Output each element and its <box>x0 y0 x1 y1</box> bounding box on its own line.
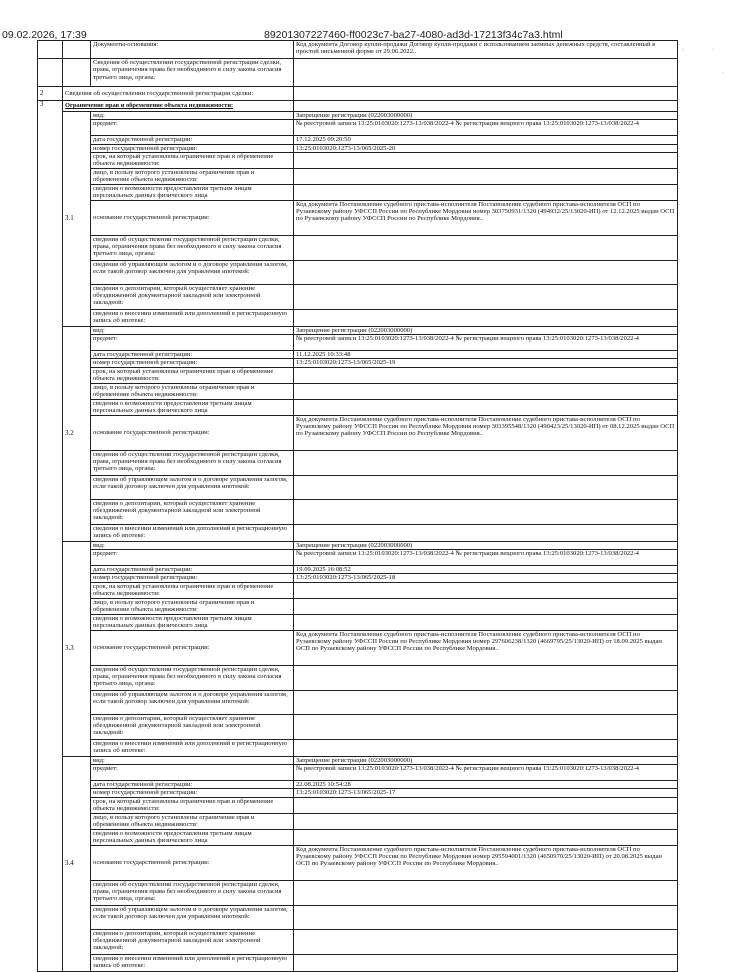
field-value: Код документа Постановление судебного пристава-исполнителя Постановление судебного пристава-исполнителя ОСП по Рузаевскому району УФССП России по Республике Мордовия номер 297606238/1320 (4669795/25/13020-ИП) от 18.09.2025 выдан ОСП по Рузаевскому району УФССП России по Республике Мордовия.. <box>294 630 678 665</box>
print-page-title: 89201307227460-ff0023c7-ba27-4080-ad3d-17213f34c7a3.html <box>264 29 563 41</box>
field-label: дата государственной регистрации: <box>91 351 294 359</box>
field-label: дата государственной регистрации: <box>91 136 294 144</box>
field-value <box>294 954 678 971</box>
encumbrance-row <box>38 690 678 714</box>
field-label: дата государственной регистрации: <box>91 566 294 574</box>
field-value <box>294 383 678 399</box>
field-value: 11.12.2025 10:33:48 <box>294 351 678 359</box>
field-value: № реестровой записи 13:25:0103020:1273-13/038/2022-4 № регистрации вещного права 13:25:0103020:1273-13/038/2022-4 <box>294 550 678 566</box>
field-value <box>294 829 678 845</box>
field-value: Запрещение регистрации (022003000000) <box>294 541 678 549</box>
section-value <box>294 101 678 112</box>
field-label: вид: <box>91 541 294 549</box>
encumbrance-row <box>38 335 678 351</box>
field-label: лицо, в пользу которого установлены ограничение прав и обременение объекта недвижимости: <box>91 813 294 829</box>
subnumber-cell <box>63 41 91 59</box>
field-label: сведения о депозитарии, который осуществляет хранение обездвиженной документарной закладной или электронной закладной: <box>91 714 294 739</box>
section-number: 2 <box>38 87 63 101</box>
field-value: 13:25:0103020:1273-13/065/2025-19 <box>294 359 678 367</box>
field-value: Запрещение регистрации (022003000000) <box>294 326 678 334</box>
field-label: срок, на который установлены ограничение прав и обременение объекта недвижимости: <box>91 152 294 168</box>
field-value <box>294 184 678 200</box>
field-label: сведения о внесении изменений или дополнений в регистрационную запись об ипотеке: <box>91 309 294 326</box>
field-label: дата государственной регистрации: <box>91 780 294 788</box>
field-label: сведения о возможности предоставления третьим лицам персональных данных физического лица <box>91 399 294 415</box>
field-label: сведения о внесении изменений или дополнений в регистрационную запись об ипотеке: <box>91 954 294 971</box>
field-value <box>294 614 678 630</box>
encumbrance-row <box>38 813 678 829</box>
encumbrance-row <box>38 152 678 168</box>
field-label: Сведения об осуществлении государственной регистрации сделки, права, ограничения права без необходимого в силу закона согласия третьего лица, органа: <box>91 59 294 87</box>
encumbrance-row <box>38 598 678 614</box>
encumbrance-row <box>38 789 678 797</box>
field-value <box>294 598 678 614</box>
encumbrance-row <box>38 383 678 399</box>
encumbrance-row <box>38 780 678 788</box>
field-value: 13:25:0103020:1273-13/065/2025-20 <box>294 144 678 152</box>
field-value <box>294 399 678 415</box>
encumbrance-row <box>38 326 678 334</box>
field-value: Код документа Постановление судебного пристава-исполнителя Постановление судебного пристава-исполнителя ОСП по Рузаевскому району УФССП России по Республике Мордовия номер 303395548/1320 (490423/25/13020-ИП) от 08.12.2025 выдан ОСП по Рузаевскому району УФССП России по Республике Мордовия.. <box>294 415 678 450</box>
encumbrance-row <box>38 309 678 326</box>
number-cell <box>38 59 63 87</box>
field-label: сведения об управляющем залогом и о договоре управления залогом, если такой договор заключен для управления ипотекой: <box>91 475 294 499</box>
field-label: сведения о депозитарии, который осуществляет хранение обездвиженной документарной закладной или электронной закладной: <box>91 929 294 954</box>
field-value: Запрещение регистрации (022003000000) <box>294 112 678 120</box>
field-label: срок, на который установлены ограничение прав и обременение объекта недвижимости: <box>91 582 294 598</box>
encumbrance-row <box>38 200 678 235</box>
field-label: сведения о внесении изменений или дополнений в регистрационную запись об ипотеке: <box>91 739 294 756</box>
encumbrance-row <box>38 136 678 144</box>
encumbrance-row <box>38 929 678 954</box>
field-label: вид: <box>91 112 294 120</box>
field-label: сведения об управляющем залогом и о договоре управления залогом, если такой договор заключен для управления ипотекой: <box>91 905 294 929</box>
encumbrance-row <box>38 954 678 971</box>
encumbrance-row <box>38 905 678 929</box>
encumbrance-row <box>38 415 678 450</box>
field-label: сведения о возможности предоставления третьим лицам персональных данных физического лица <box>91 829 294 845</box>
field-label: Документы-основания: <box>91 41 294 59</box>
field-value <box>294 450 678 475</box>
encumbrance-row <box>38 541 678 549</box>
field-label: предмет: <box>91 550 294 566</box>
encumbrance-row <box>38 550 678 566</box>
encumbrance-row <box>38 829 678 845</box>
field-value: Код документа Постановление судебного пристава-исполнителя Постановление судебного пристава-исполнителя ОСП по Рузаевскому району УФССП России по Республике Мордовия номер 295594001/1320 (4650970/25/13020-ИП) от 20.08.2025 выдан ОСП по Рузаевскому району УФССП России по Республике Мордовия.. <box>294 845 678 880</box>
field-label: предмет: <box>91 120 294 136</box>
field-label: срок, на который установлены ограничение прав и обременение объекта недвижимости: <box>91 367 294 383</box>
field-label: предмет: <box>91 764 294 780</box>
field-value <box>294 665 678 690</box>
section-label: Ограничение прав и обременение объекта недвижимости: <box>63 101 294 112</box>
field-value: № реестровой записи 13:25:0103020:1273-13/038/2022-4 № регистрации вещного права 13:25:0103020:1273-13/038/2022-4 <box>294 764 678 780</box>
field-label: сведения об осуществлении государственной регистрации сделки, права, ограничения права без необходимого в силу закона согласия третьего лица, органа: <box>91 450 294 475</box>
encumbrance-row <box>38 714 678 739</box>
encumbrance-row <box>38 112 678 120</box>
field-label: лицо, в пользу которого установлены ограничение прав и обременение объекта недвижимости: <box>91 168 294 184</box>
field-value: 22.08.2025 10:54:28 <box>294 780 678 788</box>
field-value <box>294 929 678 954</box>
field-value <box>294 152 678 168</box>
encumbrance-row <box>38 120 678 136</box>
section-number: 3 <box>38 101 63 972</box>
field-value <box>294 499 678 524</box>
field-value: 13:25:0103020:1273-13/065/2025-17 <box>294 789 678 797</box>
table-row <box>38 41 678 59</box>
encumbrance-row <box>38 797 678 813</box>
encumbrance-row <box>38 764 678 780</box>
encumbrance-number: 3.2 <box>63 326 91 541</box>
encumbrance-number: 3.1 <box>63 112 91 327</box>
field-value: Запрещение регистрации (022003000000) <box>294 756 678 764</box>
print-datetime: 09.02.2026, 17:39 <box>2 29 87 41</box>
field-value: № реестровой записи 13:25:0103020:1273-13/038/2022-4 № регистрации вещного права 13:25:0103020:1273-13/038/2022-4 <box>294 120 678 136</box>
field-value <box>294 880 678 905</box>
field-label: срок, на который установлены ограничение прав и обременение объекта недвижимости: <box>91 797 294 813</box>
field-label: основание государственной регистрации: <box>91 630 294 665</box>
subnumber-cell <box>63 59 91 87</box>
encumbrance-row <box>38 260 678 284</box>
encumbrance-row <box>38 450 678 475</box>
field-value <box>294 235 678 260</box>
field-label: номер государственной регистрации: <box>91 574 294 582</box>
encumbrance-row <box>38 756 678 764</box>
table-row <box>38 59 678 87</box>
encumbrance-row <box>38 630 678 665</box>
field-value: Код документа Постановление судебного пристава-исполнителя Постановление судебного пристава-исполнителя ОСП по Рузаевскому району УФССП России по Республике Мордовия номер 303750931/1320 (494932/25/13020-ИП) от 12.12.2025 выдан ОСП по Рузаевскому району УФССП России по Республике Мордовия.. <box>294 200 678 235</box>
field-value <box>294 475 678 499</box>
field-value <box>294 367 678 383</box>
field-label: сведения о возможности предоставления третьим лицам персональных данных физического лица <box>91 614 294 630</box>
field-label: лицо, в пользу которого установлены ограничение прав и обременение объекта недвижимости: <box>91 598 294 614</box>
field-value <box>294 524 678 541</box>
field-label: основание государственной регистрации: <box>91 845 294 880</box>
field-value <box>294 59 678 87</box>
field-label: сведения об управляющем залогом и о договоре управления залогом, если такой договор заключен для управления ипотекой: <box>91 690 294 714</box>
field-label: сведения об управляющем залогом и о договоре управления залогом, если такой договор заключен для управления ипотекой: <box>91 260 294 284</box>
encumbrance-row <box>38 582 678 598</box>
field-value <box>294 797 678 813</box>
field-label: основание государственной регистрации: <box>91 200 294 235</box>
field-value: № реестровой записи 13:25:0103020:1273-13/038/2022-4 № регистрации вещного права 13:25:0103020:1273-13/038/2022-4 <box>294 335 678 351</box>
encumbrance-row <box>38 574 678 582</box>
encumbrance-row <box>38 399 678 415</box>
encumbrance-row <box>38 566 678 574</box>
field-value <box>294 309 678 326</box>
field-label: номер государственной регистрации: <box>91 144 294 152</box>
encumbrance-row <box>38 499 678 524</box>
field-value <box>294 260 678 284</box>
section-label: Сведения об осуществлении государственной регистрации сделки: <box>63 87 294 101</box>
encumbrance-row <box>38 184 678 200</box>
field-label: номер государственной регистрации: <box>91 789 294 797</box>
field-label: сведения об осуществлении государственной регистрации сделки, права, ограничения права без необходимого в силу закона согласия третьего лица, органа: <box>91 235 294 260</box>
field-value: 19.09.2025 16:08:52 <box>294 566 678 574</box>
field-label: лицо, в пользу которого установлены ограничение прав и обременение объекта недвижимости: <box>91 383 294 399</box>
encumbrance-row <box>38 367 678 383</box>
encumbrance-row <box>38 235 678 260</box>
field-value <box>294 168 678 184</box>
field-label: номер государственной регистрации: <box>91 359 294 367</box>
field-value <box>294 284 678 309</box>
encumbrance-row <box>38 614 678 630</box>
number-cell <box>38 41 63 59</box>
encumbrance-row <box>38 168 678 184</box>
field-label: сведения о депозитарии, который осуществляет хранение обездвиженной документарной закладной или электронной закладной: <box>91 499 294 524</box>
section-value <box>294 87 678 101</box>
field-value <box>294 905 678 929</box>
encumbrance-row <box>38 524 678 541</box>
encumbrance-row <box>38 665 678 690</box>
field-label: вид: <box>91 326 294 334</box>
field-label: сведения о возможности предоставления третьим лицам персональных данных физического лица <box>91 184 294 200</box>
field-label: сведения об осуществлении государственной регистрации сделки, права, ограничения права без необходимого в силу закона согласия третьего лица, органа: <box>91 665 294 690</box>
encumbrance-row <box>38 144 678 152</box>
encumbrance-row <box>38 739 678 756</box>
field-value: 13:25:0103020:1273-13/065/2025-18 <box>294 574 678 582</box>
field-label: вид: <box>91 756 294 764</box>
field-value <box>294 813 678 829</box>
encumbrance-row <box>38 351 678 359</box>
field-label: сведения о депозитарии, который осуществляет хранение обездвиженной документарной закладной или электронной закладной: <box>91 284 294 309</box>
field-value <box>294 582 678 598</box>
field-label: основание государственной регистрации: <box>91 415 294 450</box>
field-value <box>294 690 678 714</box>
encumbrance-row <box>38 475 678 499</box>
field-label: сведения об осуществлении государственной регистрации сделки, права, ограничения права без необходимого в силу закона согласия третьего лица, органа: <box>91 880 294 905</box>
section-2-row <box>38 87 678 101</box>
scan-speck: · <box>722 70 724 76</box>
egrn-extract-table <box>37 40 678 972</box>
encumbrance-row <box>38 359 678 367</box>
encumbrance-row <box>38 845 678 880</box>
encumbrance-row <box>38 880 678 905</box>
field-value: Код документа Договор купли-продажи Договор купли-продажи с использованием заемных денежных средств, составленный в простой письменной форме от 29.06.2022.. <box>294 41 678 59</box>
encumbrance-number: 3.4 <box>63 756 91 971</box>
encumbrance-row <box>38 284 678 309</box>
field-value <box>294 714 678 739</box>
field-value: 17.12.2025 09:20:50 <box>294 136 678 144</box>
field-label: предмет: <box>91 335 294 351</box>
field-label: сведения о внесении изменений или дополнений в регистрационную запись об ипотеке: <box>91 524 294 541</box>
section-3-header-row <box>38 101 678 112</box>
scan-speck: · <box>682 47 684 53</box>
encumbrance-number: 3.3 <box>63 541 91 756</box>
scan-speck: · <box>712 47 714 53</box>
field-value <box>294 739 678 756</box>
